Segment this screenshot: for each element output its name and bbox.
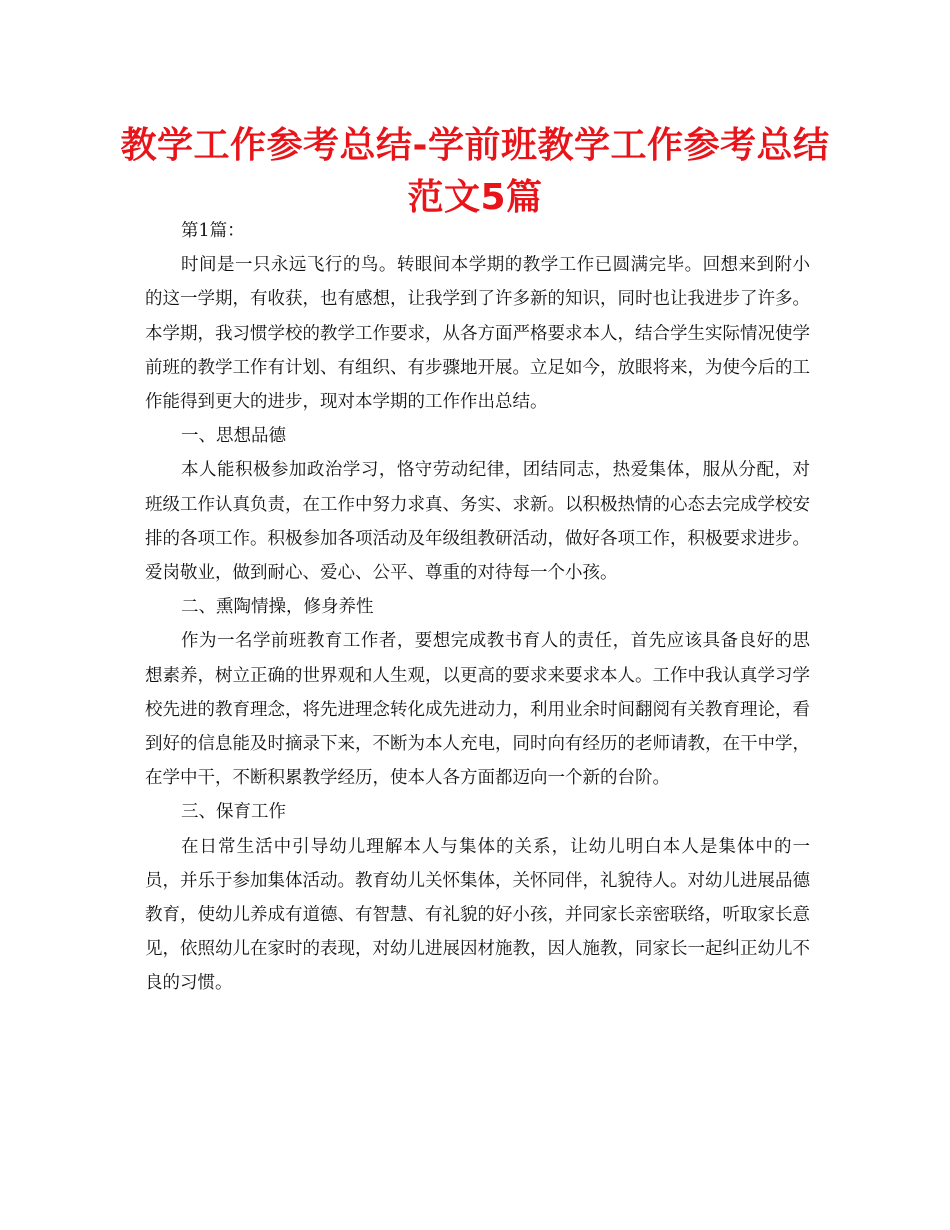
section-heading-moral: 一、思想品德 bbox=[181, 426, 286, 447]
paragraph-childcare: 在日常生活中引导幼儿理解本人与集体的关系，让幼儿明白本人是集体中的一员，并乐于参加集体活动。教育幼儿关怀集体，关怀同伴，礼貌待人。对幼儿进展品德教育，使幼儿养成有道德、有智慧、有礼貌的好小孩，并同家长亲密联络，听取家长意见，依照幼儿在家时的表现，对幼儿进展因材施教，因人施教，同家长一起纠正幼儿不良的习惯。 bbox=[145, 836, 810, 994]
paragraph-moral: 本人能积极参加政治学习，恪守劳动纪律，团结同志，热爱集体，服从分配，对班级工作认真负责，在工作中努力求真、务实、求新。以积极热情的心态去完成学校安排的各项工作。积极参加各项活动及年级组教研活动，做好各项工作，积极要求进步。爱岗敬业，做到耐心、爱心、公平、尊重的对待每一个小孩。 bbox=[145, 460, 810, 584]
document-title: 教学工作参考总结-学前班教学工作参考总结范文5篇 bbox=[120, 125, 830, 218]
document-body bbox=[145, 214, 810, 1001]
paragraph-intro: 时间是一只永远飞行的鸟。转眼间本学期的教学工作已圆满完毕。回想来到附小的这一学期，有收获，也有感想，让我学到了许多新的知识，同时也让我进步了许多。本学期，我习惯学校的教学工作要求，从各方面严格要求本人，结合学生实际情况使学前班的教学工作有计划、有组织、有步骤地开展。立足如今，放眼将来，为使今后的工作能得到更大的进步，现对本学期的工作作出总结。 bbox=[145, 255, 810, 413]
section-heading-childcare: 三、保育工作 bbox=[181, 802, 286, 823]
section-heading-cultivation: 二、熏陶情操，修身养性 bbox=[181, 597, 374, 618]
section-label-part-1: 第1篇： bbox=[181, 221, 245, 241]
paragraph-cultivation: 作为一名学前班教育工作者，要想完成教书育人的责任，首先应该具备良好的思想素养，树立正确的世界观和人生观，以更高的要求来要求本人。工作中我认真学习学校先进的教育理念，将先进理念转化成先进动力，利用业余时间翻阅有关教育理论，看到好的信息能及时摘录下来，不断为本人充电，同时向有经历的老师请教，在干中学，在学中干，不断积累教学经历，使本人各方面都迈向一个新的台阶。 bbox=[145, 631, 810, 789]
